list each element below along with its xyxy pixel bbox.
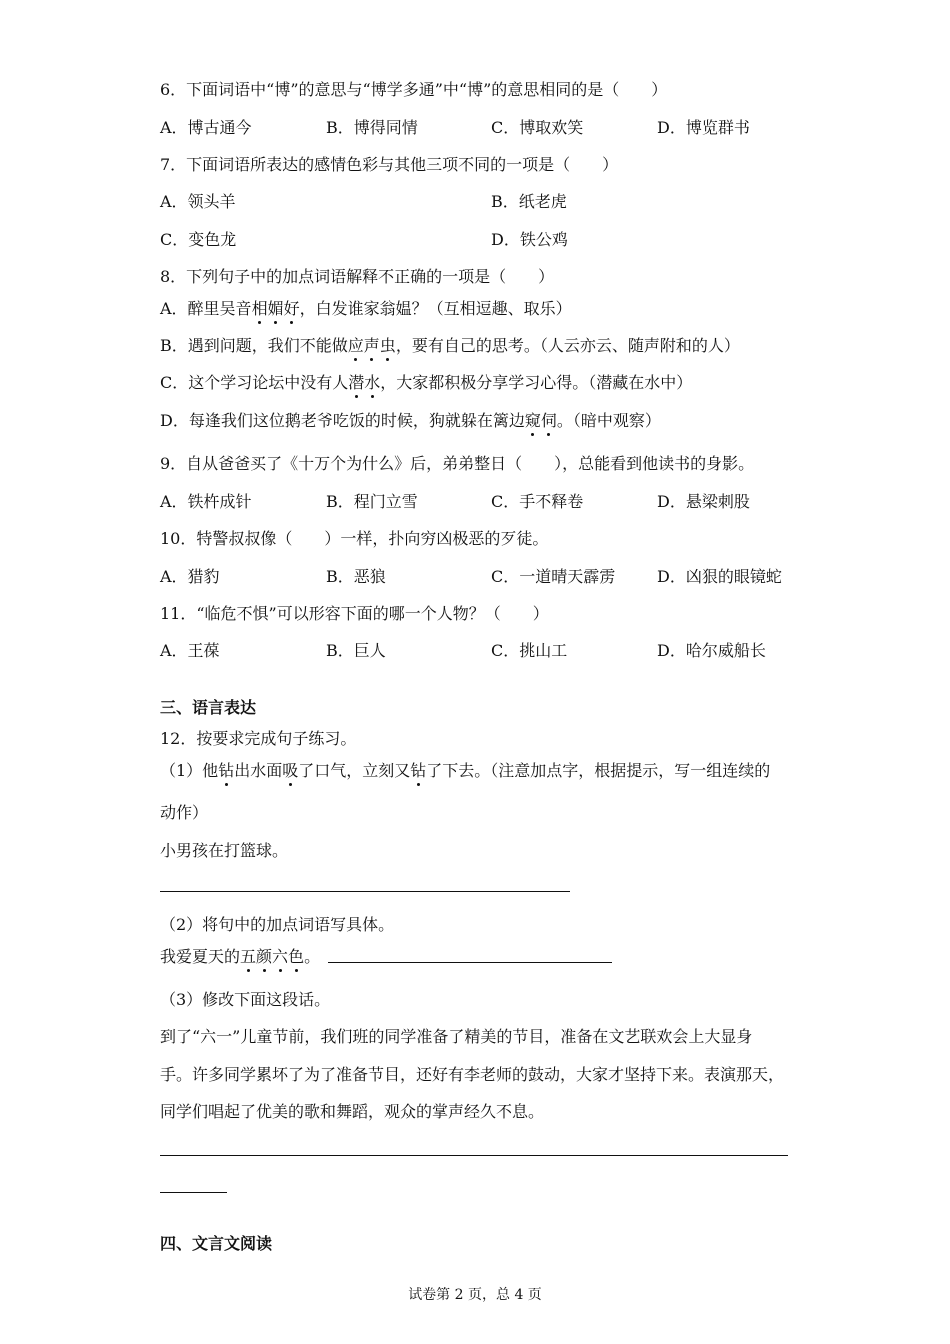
q12-part1-line1 <box>160 761 770 781</box>
q8-c-dotted-word-char: 水 <box>364 373 381 392</box>
q12-p2-dotted-word-char: 五 <box>240 947 257 966</box>
q8-b-dotted-word <box>348 336 396 355</box>
q10-option-d: D．凶狠的眼镜蛇 <box>657 567 782 586</box>
q12-part3-answer-line-end[interactable] <box>160 1192 227 1193</box>
q9-option-a: A．铁杵成针 <box>160 492 252 511</box>
q8-d-dotted-word-char: 伺 <box>540 411 557 430</box>
q6-option-d: D．博览群书 <box>657 118 750 137</box>
q12-p2-post: 。 <box>304 947 321 966</box>
q12-p1-seg3: 了口气，立刻又 <box>298 761 411 780</box>
q11-stem: 11．“临危不惧”可以形容下面的哪一个人物？（ ） <box>160 604 549 623</box>
q8-option-c <box>160 373 692 393</box>
q12-p1-dot2: 吸 <box>282 761 299 780</box>
q10-stem: 10．特警叔叔像（ ）一样，扑向穷凶极恶的歹徒。 <box>160 529 549 548</box>
page-footer: 试卷第 2 页，总 4 页 <box>408 1287 542 1303</box>
q8-b-post: ，要有自己的思考。（人云亦云、随声附和的人） <box>395 336 740 355</box>
q8-option-a <box>160 299 572 319</box>
q10-option-a: A．猎豹 <box>160 567 220 586</box>
q12-part1-answer-line[interactable] <box>160 891 570 892</box>
q6-stem: 6．下面词语中“博”的意思与“博学多通”中“博”的意思相同的是（ ） <box>160 80 668 99</box>
q11-option-b: B．巨人 <box>326 641 386 660</box>
q8-a-dotted-word-char: 相 <box>251 299 268 318</box>
q8-a-pre: A．醉里吴音 <box>160 299 252 318</box>
q12-part3-answer-line[interactable] <box>160 1155 788 1156</box>
q8-b-dotted-word-char: 应 <box>347 336 364 355</box>
q12-part2-sentence <box>160 947 320 967</box>
q8-c-dotted-word-char: 潜 <box>348 373 365 392</box>
q8-stem: 8．下列句子中的加点词语解释不正确的一项是（ ） <box>160 267 555 286</box>
q12-stem: 12．按要求完成句子练习。 <box>160 729 357 748</box>
q12-part3-label: （3）修改下面这段话。 <box>160 990 331 1009</box>
q8-c-dotted-word <box>348 373 380 392</box>
q12-p1-seg2: 出水面 <box>234 761 283 780</box>
q9-option-c: C．手不释卷 <box>491 492 584 511</box>
q12-part2-label: （2）将句中的加点词语写具体。 <box>160 915 395 934</box>
q7-stem: 7．下面词语所表达的感情色彩与其他三项不同的一项是（ ） <box>160 155 619 174</box>
section-4-heading: 四、文言文阅读 <box>160 1234 273 1253</box>
q7-option-c: C．变色龙 <box>160 230 237 249</box>
q8-c-post: ，大家都积极分享学习心得。（潜藏在水中） <box>380 373 693 392</box>
q10-option-b: B．恶狼 <box>326 567 386 586</box>
q12-part3-line3: 同学们唱起了优美的歌和舞蹈，观众的掌声经久不息。 <box>160 1102 545 1121</box>
q8-a-dotted-word-char: 媚 <box>267 299 284 318</box>
q8-d-pre: D．每逢我们这位鹅老爷吃饭的时候，狗就躲在篱边 <box>160 411 525 430</box>
q12-p2-pre: 我爱夏天的 <box>160 947 241 966</box>
q9-stem: 9．自从爸爸买了《十万个为什么》后，弟弟整日（ ），总能看到他读书的身影。 <box>160 454 755 473</box>
q8-c-pre: C．这个学习论坛中没有人 <box>160 373 349 392</box>
q11-option-c: C．挑山工 <box>491 641 568 660</box>
q12-part3-line2: 手。许多同学累坏了为了准备节目，还好有李老师的鼓动，大家才坚持下来。表演那天， <box>160 1065 785 1084</box>
q12-part1-line2: 动作） <box>160 803 209 822</box>
q9-option-d: D．悬梁刺股 <box>657 492 750 511</box>
q12-p1-seg4: 了下去。（注意加点字，根据提示，写一组连续的 <box>426 761 771 780</box>
section-3-heading: 三、语言表达 <box>160 698 257 717</box>
q7-option-b: B．纸老虎 <box>491 192 567 211</box>
q12-part3-line1: 到了“六一”儿童节前，我们班的同学准备了精美的节目，准备在文艺联欢会上大显身 <box>160 1027 753 1046</box>
q12-p1-seg1: （1）他 <box>160 761 219 780</box>
q12-p1-dot3: 钻 <box>410 761 427 780</box>
q6-option-c: C．博取欢笑 <box>491 118 584 137</box>
q8-option-b <box>160 336 740 356</box>
q8-option-d <box>160 411 661 431</box>
q8-b-pre: B．遇到问题，我们不能做 <box>160 336 348 355</box>
q8-b-dotted-word-char: 虫 <box>379 336 396 355</box>
q12-p2-dotted-word <box>240 947 304 966</box>
q8-a-dotted-word <box>252 299 300 318</box>
q8-a-dotted-word-char: 好 <box>283 299 300 318</box>
q11-option-d: D．哈尔威船长 <box>657 641 766 660</box>
q12-p2-dotted-word-char: 六 <box>272 947 289 966</box>
q12-p2-dotted-word-char: 颜 <box>256 947 273 966</box>
q6-option-a: A．博古通今 <box>160 118 252 137</box>
q7-option-a: A．领头羊 <box>160 192 236 211</box>
q8-b-dotted-word-char: 声 <box>363 336 380 355</box>
q8-d-post: 。（暗中观察） <box>556 411 661 430</box>
q8-d-dotted-word <box>525 411 557 430</box>
q12-part1-prompt: 小男孩在打篮球。 <box>160 841 289 860</box>
q9-option-b: B．程门立雪 <box>326 492 418 511</box>
q7-option-d: D．铁公鸡 <box>491 230 568 249</box>
q10-option-c: C．一道晴天霹雳 <box>491 567 616 586</box>
q6-option-b: B．博得同情 <box>326 118 418 137</box>
q12-part2-answer-line[interactable] <box>328 962 612 963</box>
q12-p1-dot1: 钻 <box>218 761 235 780</box>
q11-option-a: A．王葆 <box>160 641 220 660</box>
q8-d-dotted-word-char: 窥 <box>524 411 541 430</box>
q12-p2-dotted-word-char: 色 <box>288 947 305 966</box>
q8-a-post: ，白发谁家翁媪？（互相逗趣、取乐） <box>299 299 572 318</box>
